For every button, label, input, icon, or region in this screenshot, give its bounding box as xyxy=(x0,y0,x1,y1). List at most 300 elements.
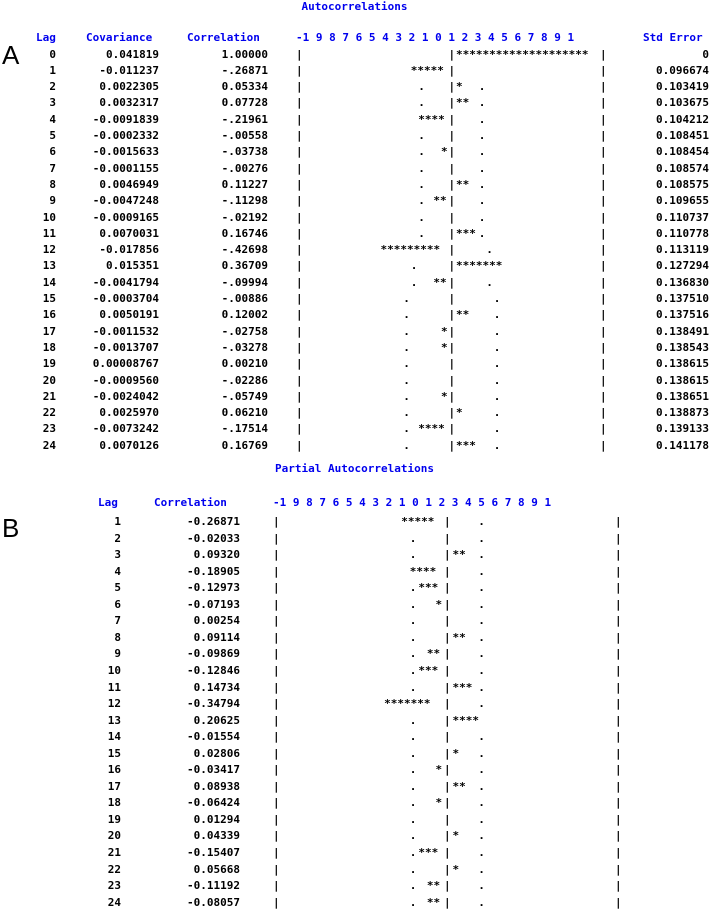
lag-value: 8 xyxy=(49,177,56,191)
confidence-marker: . xyxy=(418,145,425,159)
plot-frame-right: | xyxy=(615,846,622,859)
correlation-bar: ** xyxy=(456,96,470,110)
covariance-value: 0.0025970 xyxy=(99,406,159,420)
header-std-error: Std Error xyxy=(643,31,703,44)
std-error-value: 0.109655 xyxy=(656,194,709,208)
plot-frame-left: | xyxy=(296,112,303,126)
plot-frame-right: | xyxy=(615,895,622,909)
plot-frame-right: | xyxy=(600,63,607,77)
zero-axis: | xyxy=(448,63,456,77)
plot-frame-right: | xyxy=(600,308,607,322)
confidence-marker: . xyxy=(409,730,417,744)
zero-axis: | xyxy=(444,796,451,810)
confidence-marker: . xyxy=(493,292,501,305)
correlation-value: -0.06424 xyxy=(187,796,240,810)
covariance-value: 0.0050191 xyxy=(99,308,159,322)
zero-axis: | xyxy=(444,862,451,876)
correlation-bar: * xyxy=(435,796,443,810)
lag-value: 14 xyxy=(42,275,56,289)
lag-value: 15 xyxy=(107,746,121,760)
plot-frame-left: | xyxy=(273,531,280,545)
confidence-marker: . xyxy=(409,812,417,826)
zero-axis: | xyxy=(444,713,451,727)
zero-axis: | xyxy=(448,373,456,387)
plot-frame-left: | xyxy=(273,564,280,578)
confidence-marker: . xyxy=(493,308,501,322)
correlation-value: -.00276 xyxy=(221,161,268,175)
correlation-bar: ***** xyxy=(410,63,444,77)
lag-value: 6 xyxy=(114,597,121,611)
zero-axis: | xyxy=(448,389,456,403)
confidence-marker: . xyxy=(478,597,485,611)
plot-frame-left: | xyxy=(273,746,280,760)
lag-value: 5 xyxy=(114,581,121,595)
correlation-value: 0.05668 xyxy=(193,862,240,876)
correlation-bar: * xyxy=(452,746,460,760)
lag-value: 13 xyxy=(107,713,121,727)
zero-axis: | xyxy=(448,406,456,420)
correlation-value: 0.36709 xyxy=(221,259,268,273)
confidence-marker: . xyxy=(493,357,501,371)
confidence-marker: . xyxy=(418,210,425,224)
covariance-value: -0.0002332 xyxy=(92,129,159,142)
confidence-marker: . xyxy=(409,597,417,611)
std-error-value: 0.137510 xyxy=(656,292,709,305)
zero-axis: | xyxy=(448,80,456,94)
correlation-bar: * xyxy=(440,389,448,403)
correlation-bar: **** xyxy=(452,713,480,727)
std-error-value: 0.108454 xyxy=(656,145,709,159)
confidence-marker: . xyxy=(418,129,425,142)
correlation-bar: ** xyxy=(426,895,441,909)
correlation-value: 0.00210 xyxy=(221,357,268,371)
correlation-value: -0.18905 xyxy=(187,564,240,578)
correlation-bar: ******* xyxy=(384,697,431,711)
zero-axis: | xyxy=(448,275,456,289)
lag-value: 3 xyxy=(114,548,121,562)
confidence-marker: . xyxy=(486,243,493,257)
plot-frame-right: | xyxy=(600,275,607,289)
confidence-marker: . xyxy=(409,630,417,644)
correlation-value: -0.12846 xyxy=(187,663,240,677)
plot-frame-left: | xyxy=(296,47,303,61)
plot-frame-right: | xyxy=(615,697,622,711)
plot-frame-right: | xyxy=(600,324,607,338)
zero-axis: | xyxy=(448,177,456,191)
correlation-value: 0.00254 xyxy=(193,614,240,628)
correlation-value: -.11298 xyxy=(221,194,268,208)
correlation-bar: *** xyxy=(452,680,473,694)
zero-axis: | xyxy=(444,846,451,859)
lag-value: 14 xyxy=(107,730,121,744)
lag-value: 12 xyxy=(42,243,56,257)
correlation-bar: **** xyxy=(409,564,437,578)
zero-axis: | xyxy=(448,324,456,338)
std-error-value: 0.113119 xyxy=(656,243,709,257)
correlation-bar: * xyxy=(440,145,448,159)
std-error-value: 0.139133 xyxy=(656,422,709,436)
confidence-marker: . xyxy=(478,746,485,760)
confidence-marker: . xyxy=(478,862,485,876)
zero-axis: | xyxy=(444,614,451,628)
zero-axis: | xyxy=(448,112,456,126)
confidence-marker: . xyxy=(409,647,417,661)
partial-autocorrelations-title: Partial Autocorrelations xyxy=(275,462,434,475)
covariance-value: 0.00008767 xyxy=(92,357,159,371)
confidence-marker: . xyxy=(418,177,425,191)
confidence-marker: . xyxy=(409,879,417,893)
zero-axis: | xyxy=(448,145,456,159)
correlation-bar: *** xyxy=(456,226,476,240)
lag-value: 21 xyxy=(42,389,56,403)
correlation-bar: ** xyxy=(452,548,466,562)
correlation-value: -0.07193 xyxy=(187,597,240,611)
confidence-marker: . xyxy=(478,210,486,224)
std-error-value: 0.104212 xyxy=(656,112,709,126)
zero-axis: | xyxy=(444,597,451,611)
correlation-bar: ** xyxy=(433,194,447,208)
plot-frame-right: | xyxy=(615,548,622,562)
zero-axis: | xyxy=(444,829,451,843)
zero-axis: | xyxy=(444,895,451,909)
confidence-marker: . xyxy=(418,80,425,94)
lag-value: 9 xyxy=(114,647,121,661)
zero-axis: | xyxy=(448,308,456,322)
correlation-value: -.26871 xyxy=(221,63,268,77)
plot-frame-right: | xyxy=(615,680,622,694)
plot-frame-right: | xyxy=(615,630,622,644)
covariance-value: 0.015351 xyxy=(106,259,159,273)
plot-frame-left: | xyxy=(273,614,280,628)
plot-frame-left: | xyxy=(273,515,280,528)
std-error-value: 0.103675 xyxy=(656,96,709,110)
confidence-marker: . xyxy=(478,194,486,208)
correlation-value: -0.03417 xyxy=(187,763,240,777)
zero-axis: | xyxy=(444,763,451,777)
plot-frame-right: | xyxy=(600,422,607,436)
plot-frame-right: | xyxy=(600,292,607,305)
plot-frame-right: | xyxy=(615,796,622,810)
plot-frame-right: | xyxy=(615,581,622,595)
zero-axis: | xyxy=(448,226,456,240)
correlation-value: 0.01294 xyxy=(193,812,240,826)
lag-value: 4 xyxy=(49,112,56,126)
plot-frame-left: | xyxy=(296,63,303,77)
plot-frame-right: | xyxy=(600,406,607,420)
correlation-bar: ** xyxy=(452,630,466,644)
confidence-marker: . xyxy=(418,161,425,175)
correlation-value: 0.07728 xyxy=(221,96,268,110)
correlation-bar: * xyxy=(440,324,448,338)
correlation-bar: *** xyxy=(418,663,439,677)
plot-frame-right: | xyxy=(615,614,622,628)
confidence-marker: . xyxy=(478,564,485,578)
plot-frame-left: | xyxy=(273,846,280,859)
plot-frame-right: | xyxy=(600,112,607,126)
lag-value: 11 xyxy=(42,226,56,240)
correlation-bar: * xyxy=(452,862,460,876)
plot-frame-right: | xyxy=(600,210,607,224)
confidence-marker: . xyxy=(478,879,485,893)
zero-axis: | xyxy=(444,630,451,644)
covariance-value: -0.0001155 xyxy=(92,161,159,175)
lag-value: 20 xyxy=(107,829,121,843)
confidence-marker: . xyxy=(486,275,493,289)
confidence-marker: . xyxy=(478,846,485,859)
lag-value: 10 xyxy=(107,663,121,677)
confidence-marker: . xyxy=(478,112,486,126)
plot-frame-right: | xyxy=(600,259,607,273)
lag-value: 21 xyxy=(107,846,121,859)
std-error-value: 0.138491 xyxy=(656,324,709,338)
correlation-bar: *** xyxy=(418,846,439,859)
header-lag: Lag xyxy=(98,496,118,509)
covariance-value: 0.041819 xyxy=(106,47,159,61)
confidence-marker: . xyxy=(409,779,417,793)
confidence-marker: . xyxy=(478,663,485,677)
confidence-marker: . xyxy=(493,373,501,387)
correlation-value: 0.08938 xyxy=(193,779,240,793)
lag-value: 23 xyxy=(107,879,121,893)
plot-frame-left: | xyxy=(273,597,280,611)
lag-value: 24 xyxy=(107,895,121,909)
plot-frame-right: | xyxy=(600,389,607,403)
correlation-value: 0.09320 xyxy=(193,548,240,562)
confidence-marker: . xyxy=(478,697,485,711)
confidence-marker: . xyxy=(478,226,486,240)
confidence-marker: . xyxy=(493,389,501,403)
confidence-marker: . xyxy=(409,581,417,595)
header-scale: -1 9 8 7 6 5 4 3 2 1 0 1 2 3 4 5 6 7 8 9 1 xyxy=(273,496,552,509)
confidence-marker: . xyxy=(409,895,417,909)
confidence-marker: . xyxy=(403,324,410,338)
std-error-value: 0.141178 xyxy=(656,438,709,452)
confidence-marker: . xyxy=(409,663,417,677)
confidence-marker: . xyxy=(409,713,417,727)
confidence-marker: . xyxy=(403,406,410,420)
header-lag: Lag xyxy=(36,31,56,44)
std-error-value: 0.138543 xyxy=(656,340,709,354)
correlation-bar: **** xyxy=(418,422,445,436)
correlation-value: -.02758 xyxy=(221,324,268,338)
correlation-bar: * xyxy=(452,829,460,843)
zero-axis: | xyxy=(448,422,456,436)
plot-frame-left: | xyxy=(296,145,303,159)
zero-axis: | xyxy=(444,812,451,826)
plot-frame-right: | xyxy=(615,829,622,843)
plot-frame-right: | xyxy=(615,564,622,578)
correlation-value: 0.11227 xyxy=(221,177,268,191)
zero-axis: | xyxy=(444,564,451,578)
correlation-value: -.42698 xyxy=(221,243,268,257)
zero-axis: | xyxy=(444,697,451,711)
zero-axis: | xyxy=(444,581,451,595)
confidence-marker: . xyxy=(478,812,485,826)
plot-frame-left: | xyxy=(296,177,303,191)
zero-axis: | xyxy=(448,210,456,224)
correlation-value: -.03278 xyxy=(221,340,268,354)
confidence-marker: . xyxy=(478,829,485,843)
std-error-value: 0.138873 xyxy=(656,406,709,420)
correlation-value: 0.14734 xyxy=(193,680,240,694)
plot-frame-right: | xyxy=(600,80,607,94)
correlation-bar: ********* xyxy=(380,243,441,257)
covariance-value: 0.0022305 xyxy=(99,80,159,94)
confidence-marker: . xyxy=(478,763,485,777)
plot-frame-right: | xyxy=(600,438,607,452)
confidence-marker: . xyxy=(493,324,501,338)
plot-frame-left: | xyxy=(273,879,280,893)
plot-frame-left: | xyxy=(296,275,303,289)
plot-frame-right: | xyxy=(600,340,607,354)
plot-frame-left: | xyxy=(273,680,280,694)
correlation-value: -.21961 xyxy=(221,112,268,126)
plot-frame-right: | xyxy=(600,96,607,110)
correlation-value: 0.05334 xyxy=(221,80,268,94)
correlation-bar: *** xyxy=(418,581,439,595)
panel-label-a: A xyxy=(2,40,20,70)
zero-axis: | xyxy=(448,340,456,354)
confidence-marker: . xyxy=(403,373,410,387)
covariance-value: -0.0091839 xyxy=(92,112,159,126)
confidence-marker: . xyxy=(403,438,410,452)
lag-value: 2 xyxy=(114,531,121,545)
correlation-value: -0.01554 xyxy=(187,730,240,744)
correlation-value: -.17514 xyxy=(221,422,268,436)
plot-frame-left: | xyxy=(273,895,280,909)
plot-frame-left: | xyxy=(296,129,303,142)
plot-frame-right: | xyxy=(600,177,607,191)
lag-value: 22 xyxy=(107,862,121,876)
lag-value: 9 xyxy=(49,194,56,208)
plot-frame-left: | xyxy=(296,96,303,110)
zero-axis: | xyxy=(444,746,451,760)
plot-frame-left: | xyxy=(296,194,303,208)
correlation-value: 0.02806 xyxy=(193,746,240,760)
zero-axis: | xyxy=(448,194,456,208)
zero-axis: | xyxy=(444,515,451,528)
plot-frame-left: | xyxy=(296,373,303,387)
zero-axis: | xyxy=(444,730,451,744)
zero-axis: | xyxy=(444,879,451,893)
plot-frame-left: | xyxy=(273,713,280,727)
std-error-value: 0.108575 xyxy=(656,177,709,191)
correlation-value: 0.20625 xyxy=(193,713,240,727)
correlation-value: 0.12002 xyxy=(221,308,268,322)
correlation-value: -.05749 xyxy=(221,389,268,403)
std-error-value: 0.137516 xyxy=(656,308,709,322)
plot-frame-left: | xyxy=(296,259,303,273)
std-error-value: 0.138615 xyxy=(656,357,709,371)
plot-frame-left: | xyxy=(296,389,303,403)
confidence-marker: . xyxy=(478,145,486,159)
confidence-marker: . xyxy=(418,226,425,240)
confidence-marker: . xyxy=(493,438,501,452)
confidence-marker: . xyxy=(478,96,486,110)
lag-value: 17 xyxy=(107,779,121,793)
plot-frame-left: | xyxy=(273,796,280,810)
std-error-value: 0.136830 xyxy=(656,275,709,289)
confidence-marker: . xyxy=(478,129,486,142)
confidence-marker: . xyxy=(478,161,486,175)
covariance-value: 0.0070031 xyxy=(99,226,159,240)
correlation-value: 0.09114 xyxy=(193,630,240,644)
lag-value: 18 xyxy=(107,796,121,810)
std-error-value: 0.096674 xyxy=(656,63,709,77)
lag-value: 7 xyxy=(114,614,121,628)
plot-frame-right: | xyxy=(600,47,607,61)
plot-frame-left: | xyxy=(273,730,280,744)
lag-value: 6 xyxy=(49,145,56,159)
covariance-value: -0.0013707 xyxy=(92,340,159,354)
correlation-bar: *** xyxy=(456,438,476,452)
correlation-value: 0.16769 xyxy=(221,438,268,452)
covariance-value: -0.0047248 xyxy=(92,194,159,208)
confidence-marker: . xyxy=(409,746,417,760)
correlation-value: -.02286 xyxy=(221,373,268,387)
covariance-value: -0.0041794 xyxy=(92,275,159,289)
plot-frame-left: | xyxy=(273,647,280,661)
correlation-bar: * xyxy=(456,80,463,94)
lag-value: 23 xyxy=(42,422,56,436)
correlation-bar: ***** xyxy=(401,515,435,528)
plot-frame-right: | xyxy=(615,730,622,744)
plot-frame-right: | xyxy=(615,746,622,760)
plot-frame-left: | xyxy=(273,630,280,644)
correlation-value: -0.34794 xyxy=(187,697,240,711)
plot-frame-left: | xyxy=(273,779,280,793)
lag-value: 2 xyxy=(49,80,56,94)
correlation-bar: ** xyxy=(426,879,441,893)
confidence-marker: . xyxy=(403,422,410,436)
std-error-value: 0.127294 xyxy=(656,259,709,273)
correlation-value: 0.06210 xyxy=(221,406,268,420)
plot-frame-left: | xyxy=(296,292,303,305)
correlation-bar: ** xyxy=(426,647,441,661)
lag-value: 22 xyxy=(42,406,56,420)
plot-frame-right: | xyxy=(615,862,622,876)
covariance-value: 0.0070126 xyxy=(99,438,159,452)
covariance-value: -0.0011532 xyxy=(92,324,159,338)
std-error-value: 0.110778 xyxy=(656,226,709,240)
correlation-bar: ** xyxy=(433,275,447,289)
covariance-value: -0.0003704 xyxy=(92,292,159,305)
confidence-marker: . xyxy=(478,531,485,545)
confidence-marker: . xyxy=(478,515,485,528)
zero-axis: | xyxy=(448,259,456,273)
std-error-value: 0.110737 xyxy=(656,210,709,224)
confidence-marker: . xyxy=(478,177,486,191)
correlation-bar: **** xyxy=(418,112,445,126)
plot-frame-right: | xyxy=(615,879,622,893)
plot-frame-right: | xyxy=(615,779,622,793)
confidence-marker: . xyxy=(403,308,410,322)
covariance-value: -0.0015633 xyxy=(92,145,159,159)
confidence-marker: . xyxy=(478,779,485,793)
zero-axis: | xyxy=(448,357,456,371)
plot-frame-right: | xyxy=(600,373,607,387)
confidence-marker: . xyxy=(409,796,417,810)
correlation-value: -0.08057 xyxy=(187,895,240,909)
zero-axis: | xyxy=(444,779,451,793)
confidence-marker: . xyxy=(493,340,501,354)
lag-value: 13 xyxy=(42,259,56,273)
lag-value: 15 xyxy=(42,292,56,305)
confidence-marker: . xyxy=(478,647,485,661)
std-error-value: 0.138615 xyxy=(656,373,709,387)
confidence-marker: . xyxy=(478,80,486,94)
std-error-value: 0 xyxy=(702,47,709,61)
